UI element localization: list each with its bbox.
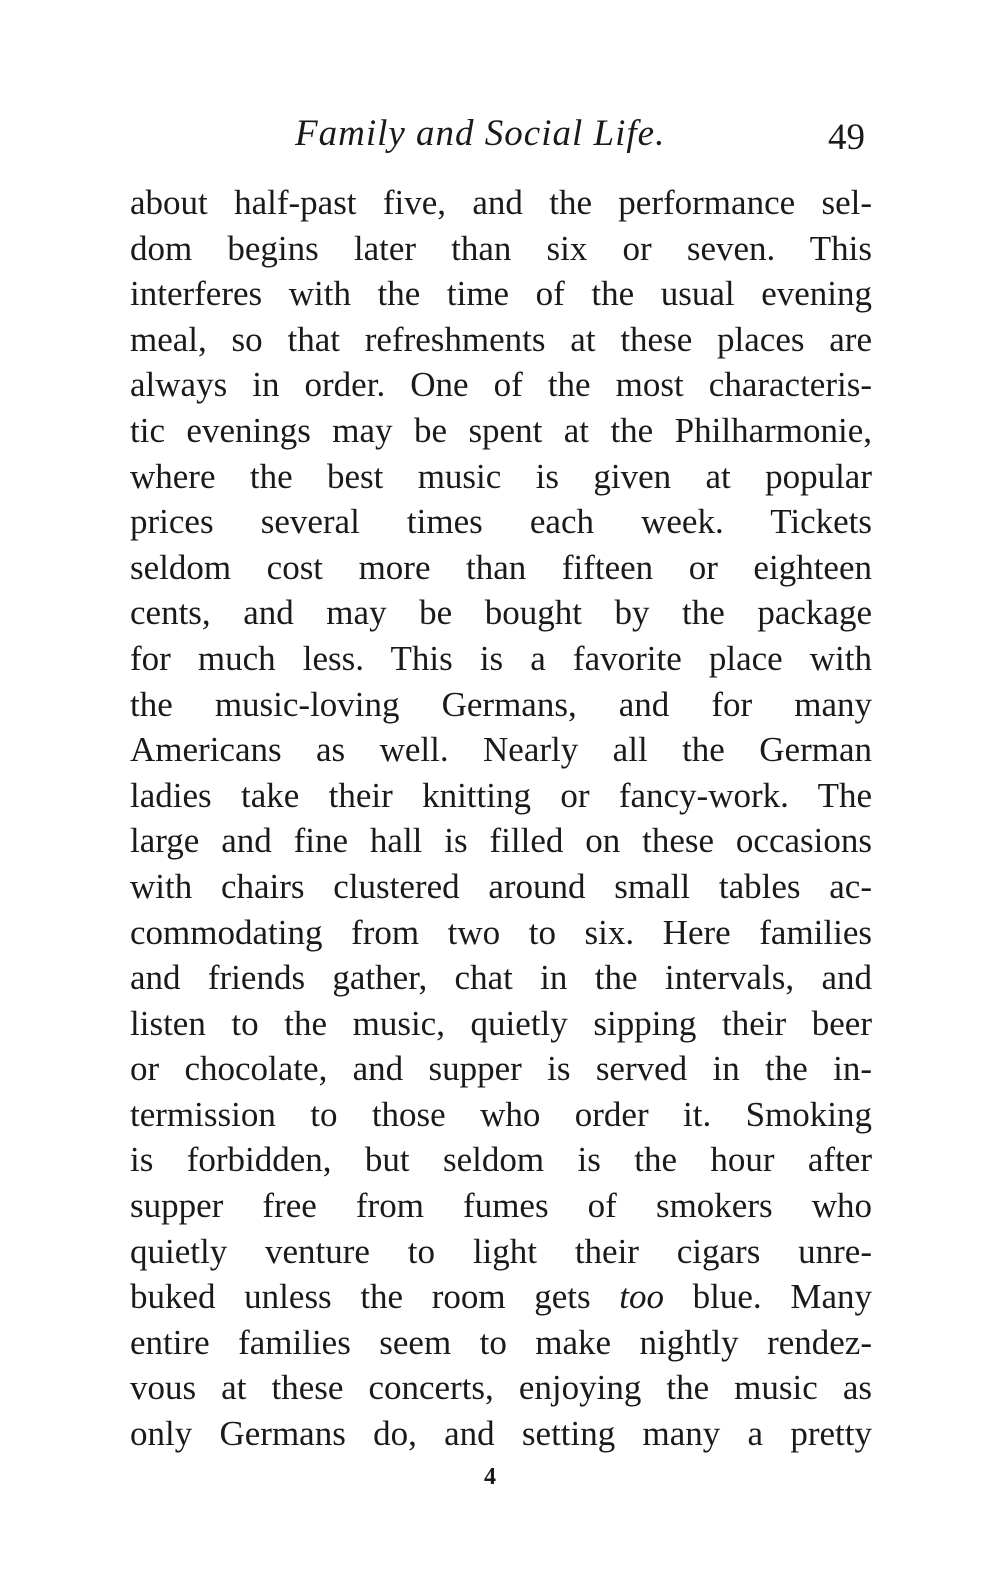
signature-mark: 4 xyxy=(484,1464,496,1490)
text-line: cents, and may be bought by the package xyxy=(130,593,872,633)
text-line: or chocolate, and supper is served in the in- xyxy=(130,1049,872,1089)
text-line: Americans as well. Nearly all the German xyxy=(130,730,872,770)
text-line: entire families seem to make nightly rendez- xyxy=(130,1322,872,1362)
text-line: quietly venture to light their cigars unre- xyxy=(130,1231,872,1271)
text-line: seldom cost more than fifteen or eighteen xyxy=(130,547,872,587)
text-line: dom begins later than six or seven. This xyxy=(130,228,872,268)
text-line: where the best music is given at popular xyxy=(130,456,872,496)
text-segment: blue. Many xyxy=(664,1277,872,1317)
text-line: ladies take their knitting or fancy-work. The xyxy=(130,775,872,815)
text-line: with chairs clustered around small tables ac- xyxy=(130,866,872,906)
text-line: meal, so that refreshments at these places are xyxy=(130,319,872,359)
text-line: interferes with the time of the usual evening xyxy=(130,274,872,314)
body-text xyxy=(130,180,872,1457)
text-line: and friends gather, chat in the intervals, and xyxy=(130,958,872,998)
page-number: 49 xyxy=(828,117,865,158)
text-line: prices several times each week. Tickets xyxy=(130,502,872,542)
text-segment: buked unless the room gets xyxy=(130,1277,620,1317)
italic-word: too xyxy=(619,1277,665,1317)
text-line: termission to those who order it. Smoking xyxy=(130,1094,872,1134)
text-line: large and fine hall is filled on these occasions xyxy=(130,821,872,861)
text-line: listen to the music, quietly sipping their beer xyxy=(130,1003,872,1043)
text-line: for much less. This is a favorite place with xyxy=(130,638,872,678)
text-line: always in order. One of the most characteris- xyxy=(130,365,872,405)
text-line xyxy=(130,1274,872,1320)
text-line: is forbidden, but seldom is the hour after xyxy=(130,1140,872,1180)
text-line: supper free from fumes of smokers who xyxy=(130,1186,872,1226)
text-line: the music-loving Germans, and for many xyxy=(130,684,872,724)
text-line: about half-past five, and the performance sel- xyxy=(130,183,872,222)
text-line: commodating from two to six. Here families xyxy=(130,912,872,952)
text-line: tic evenings may be spent at the Philharmonie, xyxy=(130,410,872,450)
text-line: vous at these concerts, enjoying the music as xyxy=(130,1368,872,1408)
text-line: only Germans do, and setting many a pretty xyxy=(130,1414,872,1454)
running-title: Family and Social Life. xyxy=(295,113,666,154)
